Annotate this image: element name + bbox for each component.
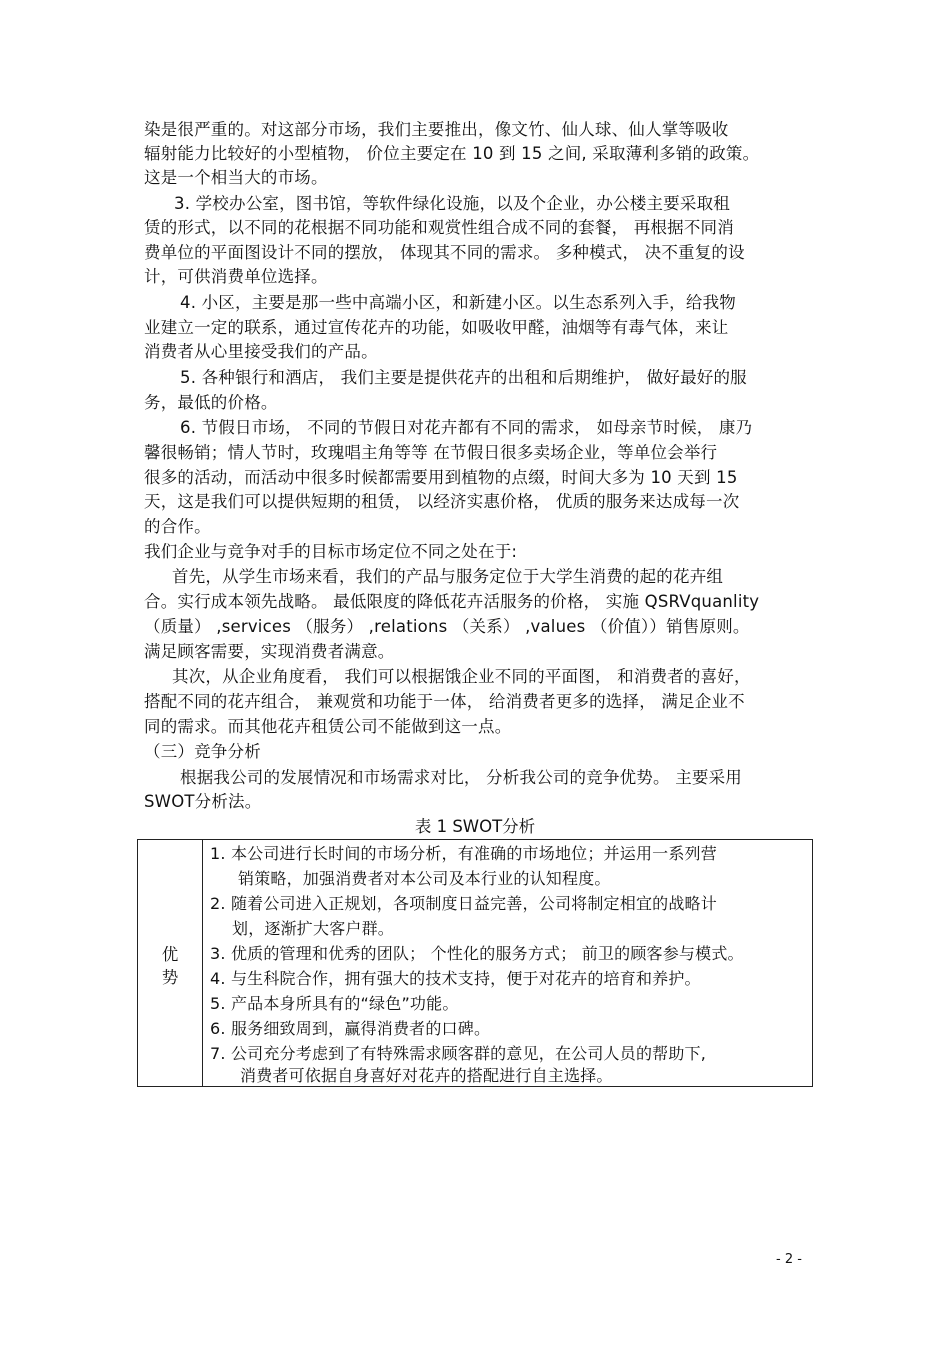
- paragraph-line: （质量） ,services （服务） ,relations （关系） ,values （价值））销售原则。: [144, 617, 750, 636]
- table-cell-line: 5. 产品本身所具有的“绿色”功能。: [210, 994, 459, 1013]
- paragraph-line: 馨很畅销；情人节时，玫瑰唱主角等等 在节假日很多卖场企业，等单位会举行: [144, 443, 718, 462]
- table-cell-line: 4. 与生科院合作，拥有强大的技术支持，便于对花卉的培育和养护。: [210, 969, 701, 988]
- paragraph-line: 3. 学校办公室，图书馆，等软件绿化设施，以及个企业，办公楼主要采取租: [174, 194, 730, 213]
- paragraph-line: 5. 各种银行和酒店， 我们主要是提供花卉的出租和后期维护， 做好最好的服: [180, 368, 747, 387]
- table-cell-line: 6. 服务细致周到，赢得消费者的口碑。: [210, 1019, 491, 1038]
- paragraph-line: 我们企业与竞争对手的目标市场定位不同之处在于:: [144, 542, 518, 561]
- table-cell-line: 消费者可依据自身喜好对花卉的搭配进行自主选择。: [240, 1066, 613, 1085]
- paragraph-line: 满足顾客需要，实现消费者满意。: [144, 642, 395, 661]
- paragraph-line: 很多的活动，而活动中很多时候都需要用到植物的点缀，时间大多为 10 天到 15: [144, 468, 738, 487]
- page-number: - 2 -: [776, 1252, 802, 1267]
- table-row-label: 优: [161, 945, 179, 964]
- table-caption: 表 1 SWOT分析: [414, 817, 536, 836]
- paragraph-line: SWOT分析法。: [144, 792, 262, 811]
- paragraph-line: 其次，从企业角度看， 我们可以根据饿企业不同的平面图， 和消费者的喜好，: [172, 667, 751, 686]
- section-heading: （三）竞争分析: [144, 742, 261, 761]
- paragraph-line: 6. 节假日市场， 不同的节假日对花卉都有不同的需求， 如母亲节时候， 康乃: [180, 418, 753, 437]
- paragraph-line: 同的需求。而其他花卉租赁公司不能做到这一点。: [144, 717, 512, 736]
- paragraph-line: 4. 小区，主要是那一些中高端小区，和新建小区。以生态系列入手，给我物: [180, 293, 736, 312]
- table-column-divider: [202, 840, 203, 1086]
- table-cell-line: 3. 优质的管理和优秀的团队； 个性化的服务方式； 前卫的顾客参与模式。: [210, 944, 744, 963]
- swot-table: [137, 839, 813, 1087]
- table-cell-line: 划，逐渐扩大客户群。: [232, 919, 395, 938]
- paragraph-line: 首先，从学生市场来看，我们的产品与服务定位于大学生消费的起的花卉组: [172, 567, 724, 586]
- table-cell-line: 销策略，加强消费者对本公司及本行业的认知程度。: [238, 869, 611, 888]
- paragraph-line: 这是一个相当大的市场。: [144, 168, 328, 187]
- paragraph-line: 费单位的平面图设计不同的摆放， 体现其不同的需求。 多种模式， 决不重复的设: [144, 243, 745, 262]
- table-cell-line: 7. 公司充分考虑到了有特殊需求顾客群的意见，在公司人员的帮助下,: [210, 1044, 707, 1063]
- paragraph-line: 赁的形式，以不同的花根据不同功能和观赏性组合成不同的套餐， 再根据不同消: [144, 218, 734, 237]
- paragraph-line: 务，最低的价格。: [144, 393, 278, 412]
- paragraph-line: 计，可供消费单位选择。: [144, 267, 328, 286]
- paragraph-line: 合。实行成本领先战略。 最低限度的降低花卉活服务的价格， 实施 QSRVquanlity: [144, 592, 760, 611]
- table-row-label: 势: [161, 968, 179, 987]
- paragraph-line: 根据我公司的发展情况和市场需求对比， 分析我公司的竞争优势。 主要采用: [180, 768, 742, 787]
- paragraph-line: 辐射能力比较好的小型植物， 价位主要定在 10 到 15 之间, 采取薄利多销的政策。: [144, 144, 760, 163]
- paragraph-line: 业建立一定的联系，通过宣传花卉的功能，如吸收甲醛，油烟等有毒气体，来让: [144, 318, 729, 337]
- paragraph-line: 的合作。: [144, 517, 211, 536]
- table-cell-line: 2. 随着公司进入正规划，各项制度日益完善，公司将制定相宜的战略计: [210, 894, 717, 913]
- table-cell-line: 1. 本公司进行长时间的市场分析，有准确的市场地位；并运用一系列营: [210, 844, 717, 863]
- paragraph-line: 染是很严重的。对这部分市场，我们主要推出，像文竹、仙人球、仙人掌等吸收: [144, 120, 729, 139]
- paragraph-line: 消费者从心里接受我们的产品。: [144, 342, 378, 361]
- paragraph-line: 搭配不同的花卉组合， 兼观赏和功能于一体， 给消费者更多的选择， 满足企业不: [144, 692, 745, 711]
- paragraph-line: 天，这是我们可以提供短期的租赁， 以经济实惠价格， 优质的服务来达成每一次: [144, 492, 740, 511]
